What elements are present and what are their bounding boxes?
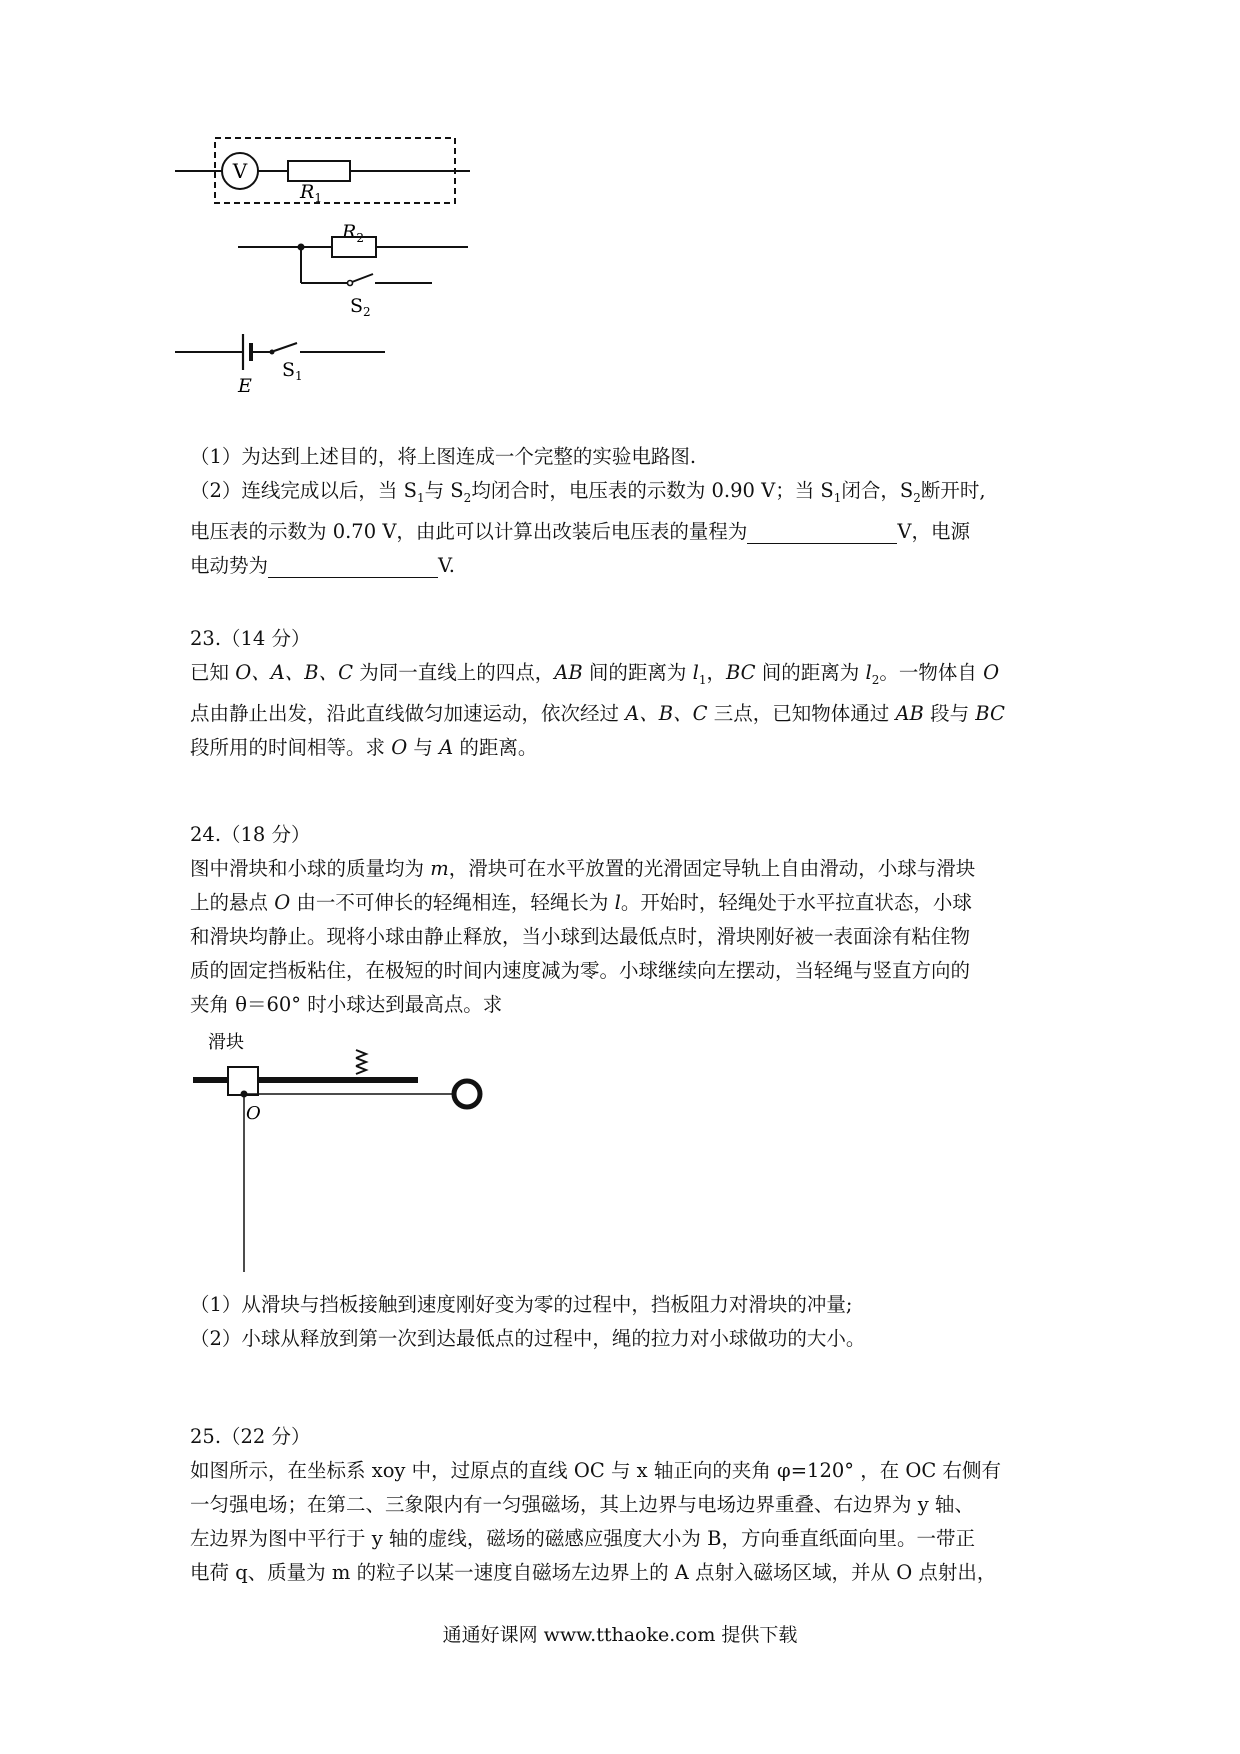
q23-line2: 点由静止出发，沿此直线做匀加速运动，依次经过 A、B、C 三点，已知物体通过 AB 段与 BC <box>190 701 1005 725</box>
circuit-diagram <box>170 130 490 435</box>
ball <box>454 1081 480 1107</box>
s1-label: $S_1$ <box>282 359 303 383</box>
s2-label: $S_2$ <box>350 295 371 319</box>
s2-switch <box>352 274 373 282</box>
question-24 <box>190 818 1060 1022</box>
voltmeter-label: V <box>232 159 248 183</box>
q24-line5: 夹角 θ＝60° 时小球达到最高点。求 <box>190 993 503 1016</box>
q24-line3: 和滑块均静止。现将小球由静止释放，当小球到达最低点时，滑块刚好被一表面涂有粘住物 <box>190 925 971 948</box>
answer-blank-emf[interactable] <box>268 555 438 578</box>
question-25 <box>190 1420 1060 1590</box>
r2-label: $R_2$ <box>342 221 364 245</box>
q24-part2: （2）小球从释放到第一次到达最低点的过程中，绳的拉力对小球做功的大小。 <box>190 1327 866 1350</box>
q25-line3: 左边界为图中平行于 y 轴的虚线，磁场的磁感应强度大小为 B，方向垂直纸面向里。一带正 <box>190 1527 975 1550</box>
q23-header: 23.（14 分） <box>190 627 311 650</box>
q23-line3: 段所用的时间相等。求 O 与 A 的距离。 <box>190 735 538 759</box>
r1-label: $R_1$ <box>300 181 322 205</box>
q25-line2: 一匀强电场；在第二、三象限内有一匀强磁场，其上边界与电场边界重叠、右边界为 y 轴、 <box>190 1493 974 1516</box>
q23-line1: 已知 O、A、B、C 为同一直线上的四点，AB 间的距离为 $l_1$，BC 间的距离为 $l_2$。一物体自 O <box>190 661 1000 687</box>
q25-line1: 如图所示，在坐标系 xoy 中，过原点的直线 OC 与 x 轴正向的夹角 φ=120° ，在 OC 右侧有 <box>190 1459 1002 1482</box>
q22-part2-line2: 电压表的示数为 0.70 V，由此可以计算出改装后电压表的量程为 V，电源 <box>190 519 970 543</box>
r1-resistor <box>288 161 350 181</box>
q22-part1: （1）为达到上述目的，将上图连成一个完整的实验电路图. <box>190 445 697 468</box>
s1-switch <box>274 343 297 351</box>
q22-part2-line1: （2）连线完成以后，当 $S_1$与 $S_2$均闭合时，电压表的示数为 0.90 V；当 $S_1$闭合，$S_2$断开时, <box>190 479 986 505</box>
pivot-o-label: O <box>246 1103 261 1124</box>
slider-label: 滑块 <box>208 1032 244 1053</box>
question-23 <box>190 622 1060 765</box>
question-22-parts <box>190 440 1060 583</box>
baffle-icon <box>356 1050 366 1074</box>
e-label: E <box>238 375 252 397</box>
q24-line2: 上的悬点 O 由一不可伸长的轻绳相连，轻绳长为 l。开始时，轻绳处于水平拉直状态，小球 <box>190 891 972 914</box>
q22-part2-line3: 电动势为 V. <box>190 553 455 577</box>
answer-blank-range[interactable] <box>747 521 897 544</box>
q24-line1: 图中滑块和小球的质量均为 m，滑块可在水平放置的光滑固定导轨上自由滑动，小球与滑块 <box>190 857 976 880</box>
q24-part1: （1）从滑块与挡板接触到速度刚好变为零的过程中，挡板阻力对滑块的冲量; <box>190 1293 853 1316</box>
question-24-parts <box>190 1288 1060 1356</box>
q24-header: 24.（18 分） <box>190 823 311 846</box>
q25-header: 25.（22 分） <box>190 1425 311 1448</box>
pendulum-slider-diagram <box>190 1020 510 1290</box>
q24-line4: 质的固定挡板粘住，在极短的时间内速度减为零。小球继续向左摆动，当轻绳与竖直方向的 <box>190 959 971 982</box>
q25-line4: 电荷 q、质量为 m 的粒子以某一速度自磁场左边界上的 A 点射入磁场区域，并从 O 点射出， <box>190 1561 997 1584</box>
page-footer: 通通好课网 www.tthaoke.com 提供下载 <box>442 1624 798 1646</box>
